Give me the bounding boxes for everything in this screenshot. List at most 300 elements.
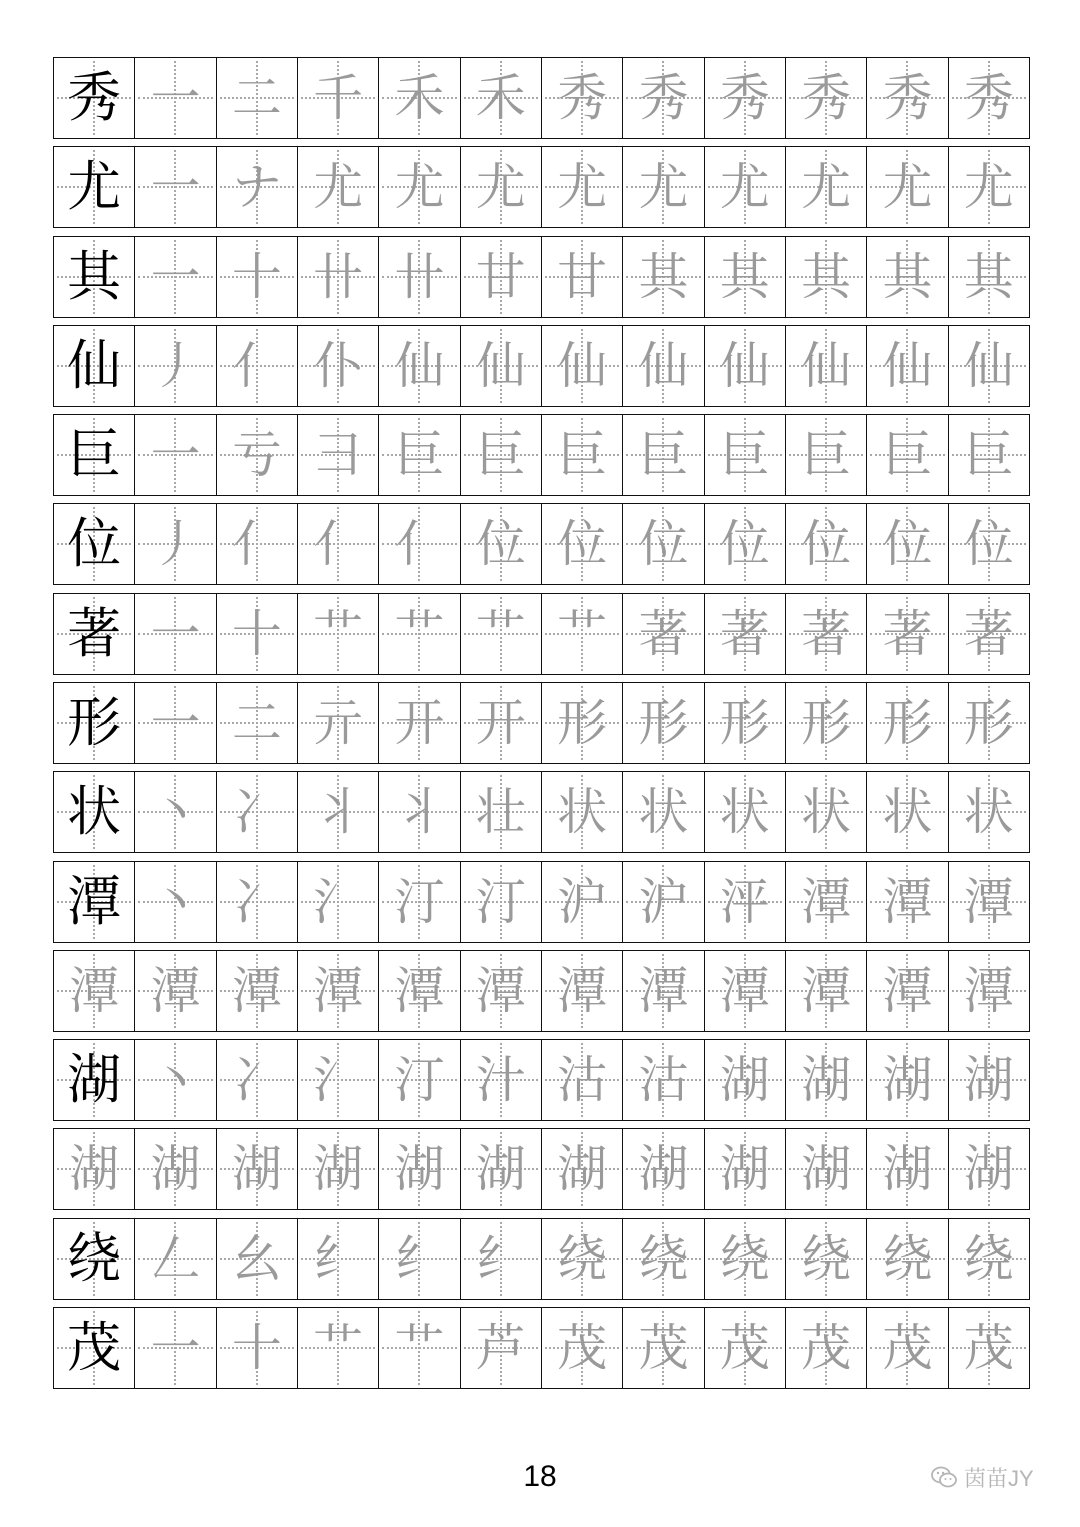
model-cell [54, 504, 134, 584]
trace-cell[interactable] [622, 504, 703, 584]
trace-cell[interactable] [297, 147, 378, 227]
wechat-icon [930, 1465, 958, 1489]
trace-cell[interactable] [866, 1040, 947, 1120]
trace-cell[interactable] [297, 58, 378, 138]
trace-character: 仙 [557, 336, 608, 395]
trace-cell[interactable] [866, 1308, 947, 1388]
trace-cell[interactable] [704, 951, 785, 1031]
trace-character: 秀 [557, 69, 608, 127]
trace-cell[interactable] [216, 951, 297, 1031]
model-character: 位 [67, 512, 122, 576]
trace-cell[interactable] [785, 1040, 866, 1120]
trace-cell[interactable] [541, 237, 622, 317]
trace-cell[interactable] [134, 683, 215, 763]
trace-character: 潭 [801, 872, 852, 931]
model-character: 著 [67, 601, 122, 665]
trace-cell[interactable] [460, 1308, 541, 1388]
trace-cell[interactable] [216, 594, 297, 674]
trace-cell[interactable] [948, 504, 1029, 584]
model-cell [54, 58, 134, 138]
trace-cell[interactable] [378, 772, 459, 852]
trace-cell[interactable] [785, 326, 866, 406]
trace-cell[interactable] [378, 415, 459, 495]
trace-character: 一 [150, 426, 201, 485]
trace-character: 其 [638, 247, 689, 306]
trace-cell[interactable] [704, 683, 785, 763]
trace-cell[interactable] [948, 237, 1029, 317]
trace-character: 著 [638, 604, 689, 663]
trace-cell[interactable] [785, 862, 866, 942]
practice-row [53, 593, 1030, 675]
trace-cell[interactable] [134, 415, 215, 495]
trace-character: 潭 [150, 961, 201, 1020]
trace-character: 状 [638, 783, 689, 842]
trace-character: 亻 [231, 336, 282, 395]
trace-cell[interactable] [704, 594, 785, 674]
trace-character: 秀 [963, 69, 1014, 127]
trace-character: 沪 [638, 872, 689, 931]
trace-cell[interactable] [785, 683, 866, 763]
trace-cell[interactable] [866, 951, 947, 1031]
trace-character: 巨 [394, 426, 445, 485]
trace-character: 亓 [313, 693, 364, 752]
trace-cell[interactable] [948, 58, 1029, 138]
trace-cell[interactable] [460, 1129, 541, 1209]
trace-character: 尤 [394, 158, 445, 217]
trace-character: 纟 [394, 1229, 445, 1288]
trace-cell[interactable] [297, 772, 378, 852]
trace-cell[interactable] [622, 862, 703, 942]
trace-character: 仆 [313, 336, 364, 395]
trace-cell[interactable] [297, 951, 378, 1031]
trace-character: 丶 [150, 1051, 201, 1110]
trace-character: 秀 [801, 69, 852, 127]
trace-character: 湖 [719, 1140, 770, 1199]
trace-cell[interactable] [622, 772, 703, 852]
trace-cell[interactable] [622, 58, 703, 138]
trace-cell[interactable] [297, 862, 378, 942]
trace-cell[interactable] [704, 237, 785, 317]
trace-character: 沽 [557, 1051, 608, 1110]
trace-cell[interactable] [622, 1129, 703, 1209]
trace-cell[interactable] [541, 415, 622, 495]
trace-cell[interactable] [541, 1219, 622, 1299]
trace-cell[interactable] [785, 237, 866, 317]
trace-character: 形 [638, 693, 689, 752]
trace-cell[interactable] [541, 594, 622, 674]
trace-character: 著 [801, 604, 852, 663]
model-character: 潭 [67, 869, 122, 933]
trace-cell[interactable] [134, 951, 215, 1031]
trace-character: 绕 [963, 1229, 1014, 1288]
trace-cell[interactable] [541, 58, 622, 138]
trace-character: 一 [150, 247, 201, 306]
trace-cell[interactable] [216, 58, 297, 138]
trace-character: 尤 [638, 158, 689, 217]
trace-character: 潭 [231, 961, 282, 1020]
trace-cell[interactable] [460, 594, 541, 674]
practice-row [53, 1307, 1030, 1389]
trace-cell[interactable] [622, 594, 703, 674]
trace-character: 形 [557, 693, 608, 752]
trace-cell[interactable] [541, 772, 622, 852]
trace-character: 汀 [394, 872, 445, 931]
trace-cell[interactable] [378, 1308, 459, 1388]
trace-cell[interactable] [622, 683, 703, 763]
trace-character: 一 [150, 158, 201, 217]
trace-character: 形 [882, 693, 933, 752]
trace-cell[interactable] [541, 1308, 622, 1388]
trace-character: 沽 [638, 1051, 689, 1110]
trace-cell[interactable] [297, 1040, 378, 1120]
trace-cell[interactable] [785, 147, 866, 227]
trace-cell[interactable] [378, 326, 459, 406]
trace-character: 丬 [394, 783, 445, 842]
trace-cell[interactable] [541, 1129, 622, 1209]
trace-cell[interactable] [134, 237, 215, 317]
trace-character: 十 [231, 604, 282, 663]
trace-character: 其 [719, 247, 770, 306]
trace-cell[interactable] [216, 1219, 297, 1299]
trace-character: 巨 [963, 426, 1014, 485]
trace-cell[interactable] [541, 326, 622, 406]
trace-cell[interactable] [134, 1308, 215, 1388]
trace-cell[interactable] [378, 683, 459, 763]
trace-cell[interactable] [460, 237, 541, 317]
trace-cell[interactable] [866, 147, 947, 227]
trace-cell[interactable] [297, 237, 378, 317]
practice-row [53, 861, 1030, 943]
trace-character: 潭 [801, 961, 852, 1020]
trace-cell[interactable] [785, 58, 866, 138]
trace-cell[interactable] [134, 1219, 215, 1299]
trace-cell[interactable] [948, 1308, 1029, 1388]
trace-character: 汀 [394, 1051, 445, 1110]
trace-cell[interactable] [704, 1219, 785, 1299]
trace-cell[interactable] [378, 862, 459, 942]
trace-cell[interactable] [378, 594, 459, 674]
practice-row [53, 771, 1030, 853]
trace-character: 湖 [313, 1140, 364, 1199]
trace-cell[interactable] [785, 772, 866, 852]
trace-cell[interactable] [460, 772, 541, 852]
trace-character: 形 [719, 693, 770, 752]
model-character: 绕 [67, 1226, 122, 1290]
trace-character: 茂 [963, 1318, 1014, 1377]
trace-cell[interactable] [785, 951, 866, 1031]
trace-character: 泙 [719, 872, 770, 931]
trace-cell[interactable] [948, 683, 1029, 763]
trace-character: 亻 [313, 515, 364, 574]
trace-cell[interactable] [704, 415, 785, 495]
trace-cell[interactable] [704, 58, 785, 138]
trace-character: 一 [150, 69, 201, 127]
trace-cell[interactable] [948, 772, 1029, 852]
trace-cell[interactable] [704, 1129, 785, 1209]
trace-character: 开 [475, 693, 526, 752]
trace-cell[interactable] [866, 504, 947, 584]
trace-character: 湖 [963, 1051, 1014, 1110]
trace-character: 形 [963, 693, 1014, 752]
trace-character: 潭 [394, 961, 445, 1020]
trace-character: 湖 [638, 1140, 689, 1199]
trace-cell[interactable] [134, 1040, 215, 1120]
trace-cell[interactable] [134, 594, 215, 674]
trace-cell[interactable] [948, 1219, 1029, 1299]
model-cell [54, 237, 134, 317]
trace-cell[interactable] [216, 504, 297, 584]
trace-cell[interactable] [622, 1040, 703, 1120]
trace-character: 尤 [719, 158, 770, 217]
practice-row [53, 236, 1030, 318]
trace-cell[interactable] [460, 1040, 541, 1120]
trace-character: 仙 [801, 336, 852, 395]
trace-cell[interactable] [216, 1308, 297, 1388]
model-character: 形 [67, 690, 122, 754]
trace-cell[interactable] [297, 504, 378, 584]
trace-character: 尤 [963, 158, 1014, 217]
trace-character: 汀 [475, 872, 526, 931]
trace-character: 纟 [313, 1229, 364, 1288]
trace-character: 位 [963, 515, 1014, 574]
trace-character: 秀 [719, 69, 770, 127]
trace-cell[interactable] [460, 415, 541, 495]
trace-character: 亻 [231, 515, 282, 574]
trace-cell[interactable] [541, 862, 622, 942]
trace-cell[interactable] [704, 1308, 785, 1388]
trace-cell[interactable] [216, 1129, 297, 1209]
trace-character: 二 [231, 69, 282, 127]
trace-cell[interactable] [378, 147, 459, 227]
trace-character: 位 [557, 515, 608, 574]
trace-cell[interactable] [541, 951, 622, 1031]
trace-character: 艹 [394, 1318, 445, 1377]
trace-character: 潭 [963, 872, 1014, 931]
trace-cell[interactable] [378, 951, 459, 1031]
trace-cell[interactable] [378, 504, 459, 584]
trace-cell[interactable] [460, 58, 541, 138]
trace-character: 禾 [394, 69, 445, 127]
trace-cell[interactable] [866, 1129, 947, 1209]
trace-cell[interactable] [378, 1129, 459, 1209]
trace-character: 茂 [638, 1318, 689, 1377]
trace-cell[interactable] [216, 326, 297, 406]
trace-cell[interactable] [216, 683, 297, 763]
trace-character: 著 [719, 604, 770, 663]
trace-character: 纟 [475, 1229, 526, 1288]
trace-cell[interactable] [134, 862, 215, 942]
trace-character: 尤 [882, 158, 933, 217]
trace-character: 潭 [719, 961, 770, 1020]
trace-cell[interactable] [541, 683, 622, 763]
trace-cell[interactable] [866, 862, 947, 942]
trace-cell[interactable] [622, 147, 703, 227]
trace-cell[interactable] [378, 58, 459, 138]
practice-row [53, 325, 1030, 407]
trace-cell[interactable] [948, 326, 1029, 406]
trace-cell[interactable] [785, 1129, 866, 1209]
trace-character: 湖 [231, 1140, 282, 1199]
trace-cell[interactable] [866, 1219, 947, 1299]
trace-cell[interactable] [785, 1219, 866, 1299]
trace-cell[interactable] [866, 237, 947, 317]
trace-cell[interactable] [704, 147, 785, 227]
practice-row [53, 414, 1030, 496]
model-cell [54, 415, 134, 495]
trace-cell[interactable] [622, 326, 703, 406]
model-cell [54, 862, 134, 942]
model-character: 巨 [67, 423, 122, 487]
trace-cell[interactable] [297, 594, 378, 674]
trace-cell[interactable] [216, 862, 297, 942]
trace-cell[interactable] [704, 504, 785, 584]
practice-row [53, 57, 1030, 139]
trace-cell[interactable] [378, 1040, 459, 1120]
trace-cell[interactable] [460, 147, 541, 227]
trace-cell[interactable] [622, 951, 703, 1031]
trace-cell[interactable] [541, 1040, 622, 1120]
trace-character: 茂 [557, 1318, 608, 1377]
trace-cell[interactable] [541, 147, 622, 227]
trace-cell[interactable] [948, 415, 1029, 495]
trace-cell[interactable] [216, 147, 297, 227]
trace-cell[interactable] [948, 862, 1029, 942]
trace-cell[interactable] [704, 772, 785, 852]
trace-cell[interactable] [948, 1040, 1029, 1120]
trace-character: 巨 [882, 426, 933, 485]
trace-cell[interactable] [134, 147, 215, 227]
trace-cell[interactable] [866, 772, 947, 852]
trace-cell[interactable] [216, 237, 297, 317]
trace-cell[interactable] [704, 326, 785, 406]
trace-cell[interactable] [460, 1219, 541, 1299]
trace-cell[interactable] [134, 1129, 215, 1209]
trace-character: 湖 [963, 1140, 1014, 1199]
practice-row [53, 1218, 1030, 1300]
trace-cell[interactable] [622, 1308, 703, 1388]
trace-cell[interactable] [297, 415, 378, 495]
trace-cell[interactable] [866, 415, 947, 495]
trace-character: 绕 [557, 1229, 608, 1288]
model-cell [54, 147, 134, 227]
trace-cell[interactable] [704, 862, 785, 942]
trace-cell[interactable] [297, 1308, 378, 1388]
trace-character: 湖 [719, 1051, 770, 1110]
model-cell [54, 951, 134, 1031]
trace-cell[interactable] [948, 147, 1029, 227]
trace-cell[interactable] [948, 1129, 1029, 1209]
trace-character: 湖 [882, 1140, 933, 1199]
trace-cell[interactable] [297, 1129, 378, 1209]
trace-character: 秀 [638, 69, 689, 127]
trace-cell[interactable] [785, 504, 866, 584]
trace-character: 仙 [394, 336, 445, 395]
trace-character: 著 [963, 604, 1014, 663]
trace-cell[interactable] [622, 415, 703, 495]
trace-cell[interactable] [785, 594, 866, 674]
trace-character: 汁 [475, 1051, 526, 1110]
trace-character: 绕 [638, 1229, 689, 1288]
model-character: 状 [67, 780, 122, 844]
trace-cell[interactable] [785, 1308, 866, 1388]
trace-character: 著 [882, 604, 933, 663]
trace-character: 绕 [882, 1229, 933, 1288]
trace-character: 丿 [150, 336, 201, 395]
trace-character: 甘 [475, 247, 526, 306]
trace-character: 秀 [882, 69, 933, 127]
trace-character: 状 [719, 783, 770, 842]
trace-character: 潭 [882, 872, 933, 931]
trace-character: 其 [801, 247, 852, 306]
trace-cell[interactable] [134, 504, 215, 584]
trace-cell[interactable] [216, 772, 297, 852]
trace-cell[interactable] [134, 772, 215, 852]
trace-cell[interactable] [378, 1219, 459, 1299]
trace-character: 茂 [882, 1318, 933, 1377]
trace-character: 巨 [638, 426, 689, 485]
trace-cell[interactable] [866, 683, 947, 763]
trace-cell[interactable] [866, 326, 947, 406]
trace-cell[interactable] [460, 326, 541, 406]
trace-cell[interactable] [297, 1219, 378, 1299]
model-cell [54, 772, 134, 852]
trace-character: 湖 [557, 1140, 608, 1199]
trace-character: 位 [801, 515, 852, 574]
trace-cell[interactable] [622, 1219, 703, 1299]
trace-cell[interactable] [134, 58, 215, 138]
trace-cell[interactable] [948, 594, 1029, 674]
trace-character: 卄 [313, 247, 364, 306]
trace-cell[interactable] [216, 1040, 297, 1120]
trace-character: 其 [882, 247, 933, 306]
model-character: 其 [67, 244, 122, 308]
trace-character: 湖 [394, 1140, 445, 1199]
trace-cell[interactable] [460, 862, 541, 942]
trace-character: 丶 [150, 783, 201, 842]
trace-character: 尤 [801, 158, 852, 217]
trace-cell[interactable] [785, 415, 866, 495]
trace-character: 仙 [638, 336, 689, 395]
trace-cell[interactable] [297, 326, 378, 406]
trace-character: 湖 [882, 1051, 933, 1110]
trace-character: 氵 [313, 872, 364, 931]
trace-cell[interactable] [216, 415, 297, 495]
trace-cell[interactable] [460, 683, 541, 763]
trace-cell[interactable] [866, 58, 947, 138]
trace-character: 丬 [313, 783, 364, 842]
trace-cell[interactable] [866, 594, 947, 674]
trace-character: 仙 [719, 336, 770, 395]
trace-cell[interactable] [378, 237, 459, 317]
trace-cell[interactable] [460, 951, 541, 1031]
trace-character: 潭 [69, 961, 120, 1020]
trace-cell[interactable] [622, 237, 703, 317]
trace-character: 仙 [882, 336, 933, 395]
trace-cell[interactable] [134, 326, 215, 406]
trace-cell[interactable] [460, 504, 541, 584]
practice-row [53, 950, 1030, 1032]
trace-cell[interactable] [704, 1040, 785, 1120]
watermark [930, 1462, 1034, 1492]
trace-character: 一 [150, 693, 201, 752]
trace-character: 巨 [557, 426, 608, 485]
trace-cell[interactable] [541, 504, 622, 584]
trace-cell[interactable] [297, 683, 378, 763]
trace-character: 芦 [475, 1318, 526, 1377]
trace-cell[interactable] [948, 951, 1029, 1031]
trace-character: 湖 [801, 1140, 852, 1199]
practice-grid [53, 57, 1030, 1396]
